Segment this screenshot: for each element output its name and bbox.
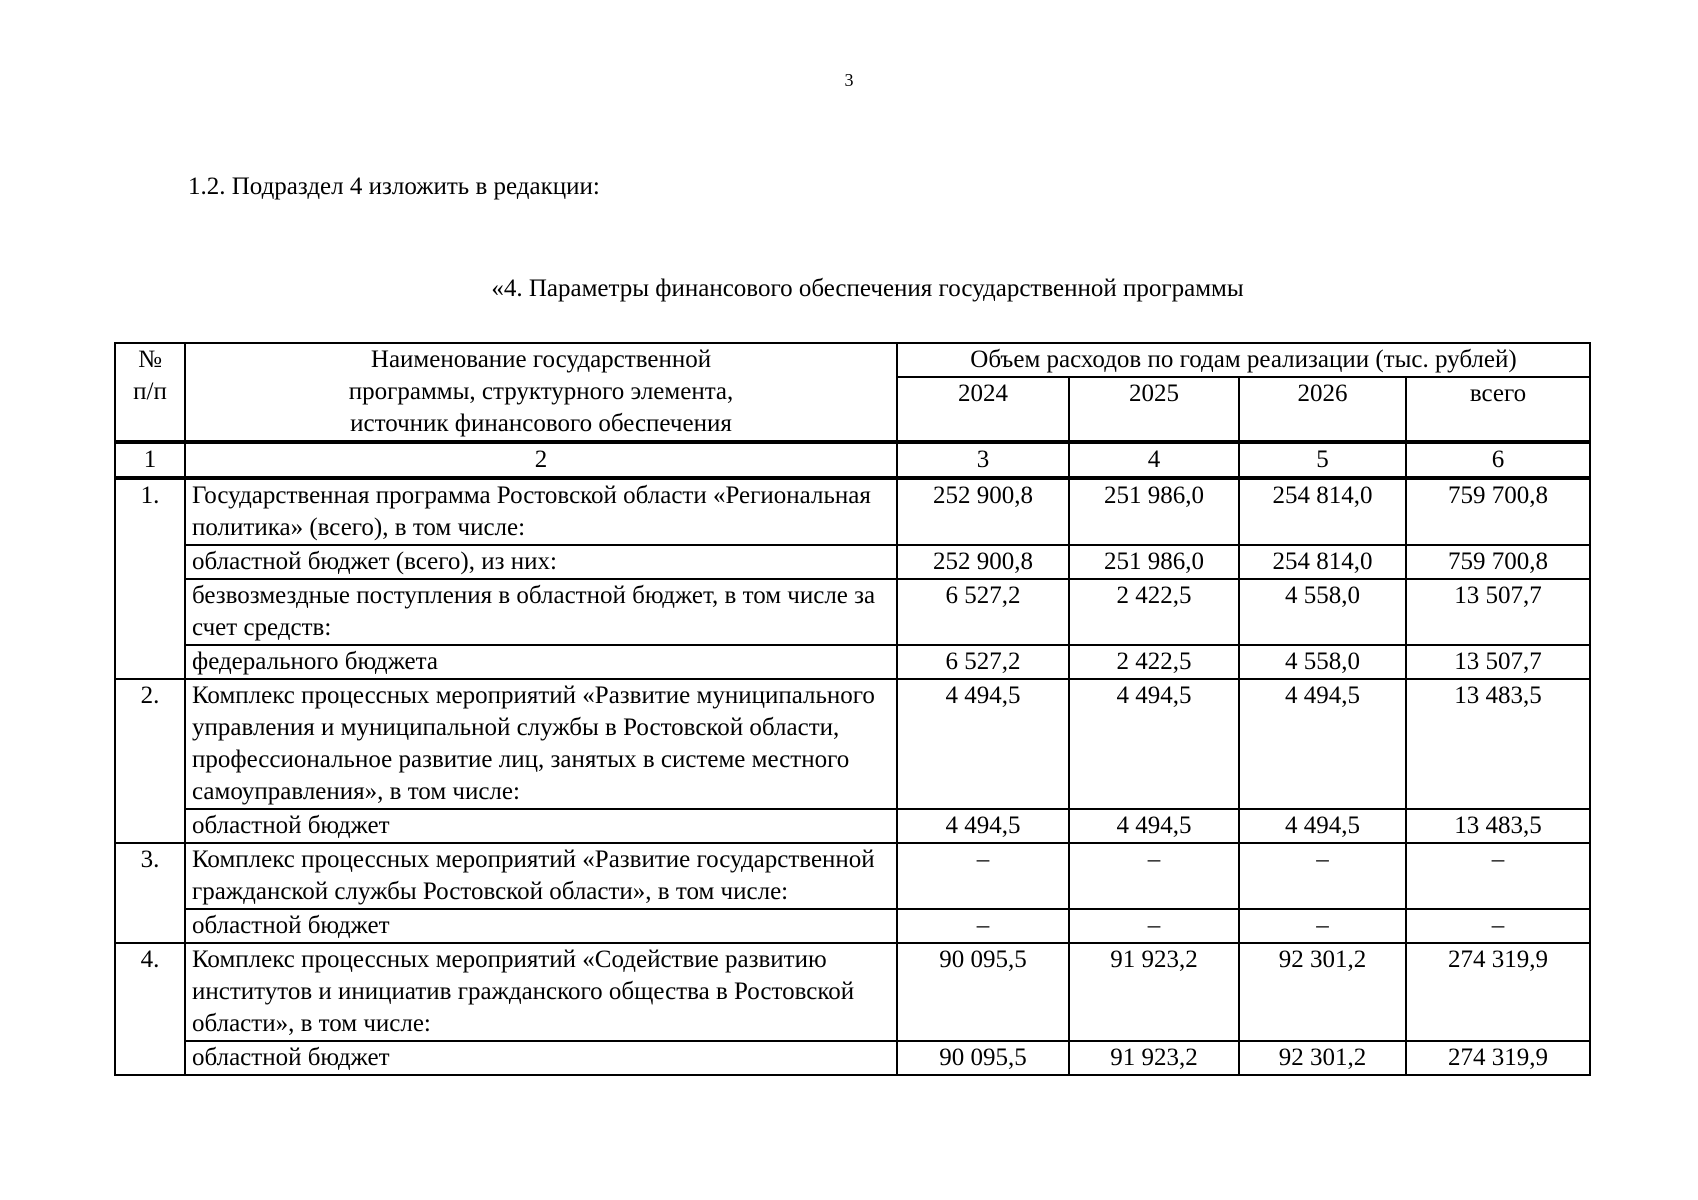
- row-name: безвозмездные поступления в областной бюджет, в том числе за счет средств:: [185, 579, 897, 645]
- table-row: [115, 679, 1590, 809]
- table-row: [115, 645, 1590, 679]
- table-row: [115, 579, 1590, 645]
- column-numbers-row: [115, 442, 1590, 478]
- row-number: 2.: [115, 679, 185, 843]
- row-value: 759 700,8: [1406, 545, 1590, 579]
- row-value: –: [1239, 843, 1406, 909]
- row-value: 91 923,2: [1069, 943, 1239, 1041]
- page-number: 3: [844, 70, 854, 90]
- intro-paragraph: 1.2. Подраздел 4 изложить в редакции:: [188, 173, 600, 200]
- row-value: 4 494,5: [1069, 809, 1239, 843]
- table-row: [115, 545, 1590, 579]
- table-row: [115, 809, 1590, 843]
- row-number: 3.: [115, 843, 185, 943]
- row-value: 4 558,0: [1239, 579, 1406, 645]
- header-volume: Объем расходов по годам реализации (тыс. рублей): [897, 343, 1590, 377]
- row-value: 4 494,5: [897, 809, 1069, 843]
- table-row: [115, 1041, 1590, 1075]
- row-value: 92 301,2: [1239, 943, 1406, 1041]
- row-value: 6 527,2: [897, 645, 1069, 679]
- row-value: 13 483,5: [1406, 679, 1590, 809]
- table-row: [115, 478, 1590, 545]
- section-title: [0, 275, 1698, 303]
- row-value: 251 986,0: [1069, 545, 1239, 579]
- row-value: 90 095,5: [897, 943, 1069, 1041]
- row-value: 274 319,9: [1406, 943, 1590, 1041]
- row-value: –: [897, 843, 1069, 909]
- row-value: 254 814,0: [1239, 478, 1406, 545]
- row-name: областной бюджет: [185, 1041, 897, 1075]
- row-value: 4 558,0: [1239, 645, 1406, 679]
- row-value: –: [1069, 843, 1239, 909]
- row-name: Комплекс процессных мероприятий «Содействие развитию институтов и инициатив гражданского общества в Ростовской области», в том числе:: [185, 943, 897, 1041]
- header-name: Наименование государственной программы, структурного элемента, источник финансового обеспечения: [185, 343, 897, 442]
- column-number: 2: [185, 442, 897, 478]
- header-row: [115, 343, 1590, 377]
- row-number: 4.: [115, 943, 185, 1075]
- row-value: 4 494,5: [1239, 679, 1406, 809]
- row-value: 759 700,8: [1406, 478, 1590, 545]
- column-number: 6: [1406, 442, 1590, 478]
- row-name: Комплекс процессных мероприятий «Развитие государственной гражданской службы Ростовской области», в том числе:: [185, 843, 897, 909]
- row-value: 252 900,8: [897, 478, 1069, 545]
- financial-table: [114, 342, 1591, 1076]
- row-number: 1.: [115, 478, 185, 679]
- row-value: 4 494,5: [1239, 809, 1406, 843]
- row-value: 13 507,7: [1406, 579, 1590, 645]
- row-name: федерального бюджета: [185, 645, 897, 679]
- table-row: [115, 943, 1590, 1041]
- row-value: –: [1239, 909, 1406, 943]
- row-name: Государственная программа Ростовской области «Региональная политика» (всего), в том числе:: [185, 478, 897, 545]
- header-year-total: всего: [1406, 377, 1590, 442]
- row-value: –: [1406, 909, 1590, 943]
- row-value: 251 986,0: [1069, 478, 1239, 545]
- header-num: № п/п: [115, 343, 185, 442]
- row-value: 2 422,5: [1069, 579, 1239, 645]
- row-value: 90 095,5: [897, 1041, 1069, 1075]
- column-number: 3: [897, 442, 1069, 478]
- row-value: 13 507,7: [1406, 645, 1590, 679]
- row-name: областной бюджет: [185, 909, 897, 943]
- row-name: Комплекс процессных мероприятий «Развитие муниципального управления и муниципальной службы в Ростовской области, профессиональное развитие лиц, занятых в системе местного самоуправления», в том числе:: [185, 679, 897, 809]
- row-name: областной бюджет: [185, 809, 897, 843]
- row-name: областной бюджет (всего), из них:: [185, 545, 897, 579]
- row-value: 2 422,5: [1069, 645, 1239, 679]
- row-value: 92 301,2: [1239, 1041, 1406, 1075]
- row-value: –: [1069, 909, 1239, 943]
- row-value: 13 483,5: [1406, 809, 1590, 843]
- row-value: 91 923,2: [1069, 1041, 1239, 1075]
- row-value: 6 527,2: [897, 579, 1069, 645]
- table-row: [115, 909, 1590, 943]
- header-year-2025: 2025: [1069, 377, 1239, 442]
- section-title-text: «4. Параметры финансового обеспечения государственной программы: [491, 275, 1244, 302]
- row-value: –: [1406, 843, 1590, 909]
- header-year-2026: 2026: [1239, 377, 1406, 442]
- row-value: 254 814,0: [1239, 545, 1406, 579]
- row-value: 252 900,8: [897, 545, 1069, 579]
- row-value: –: [897, 909, 1069, 943]
- row-value: 4 494,5: [1069, 679, 1239, 809]
- table-row: [115, 843, 1590, 909]
- row-value: 274 319,9: [1406, 1041, 1590, 1075]
- column-number: 4: [1069, 442, 1239, 478]
- column-number: 1: [115, 442, 185, 478]
- row-value: 4 494,5: [897, 679, 1069, 809]
- column-number: 5: [1239, 442, 1406, 478]
- header-year-2024: 2024: [897, 377, 1069, 442]
